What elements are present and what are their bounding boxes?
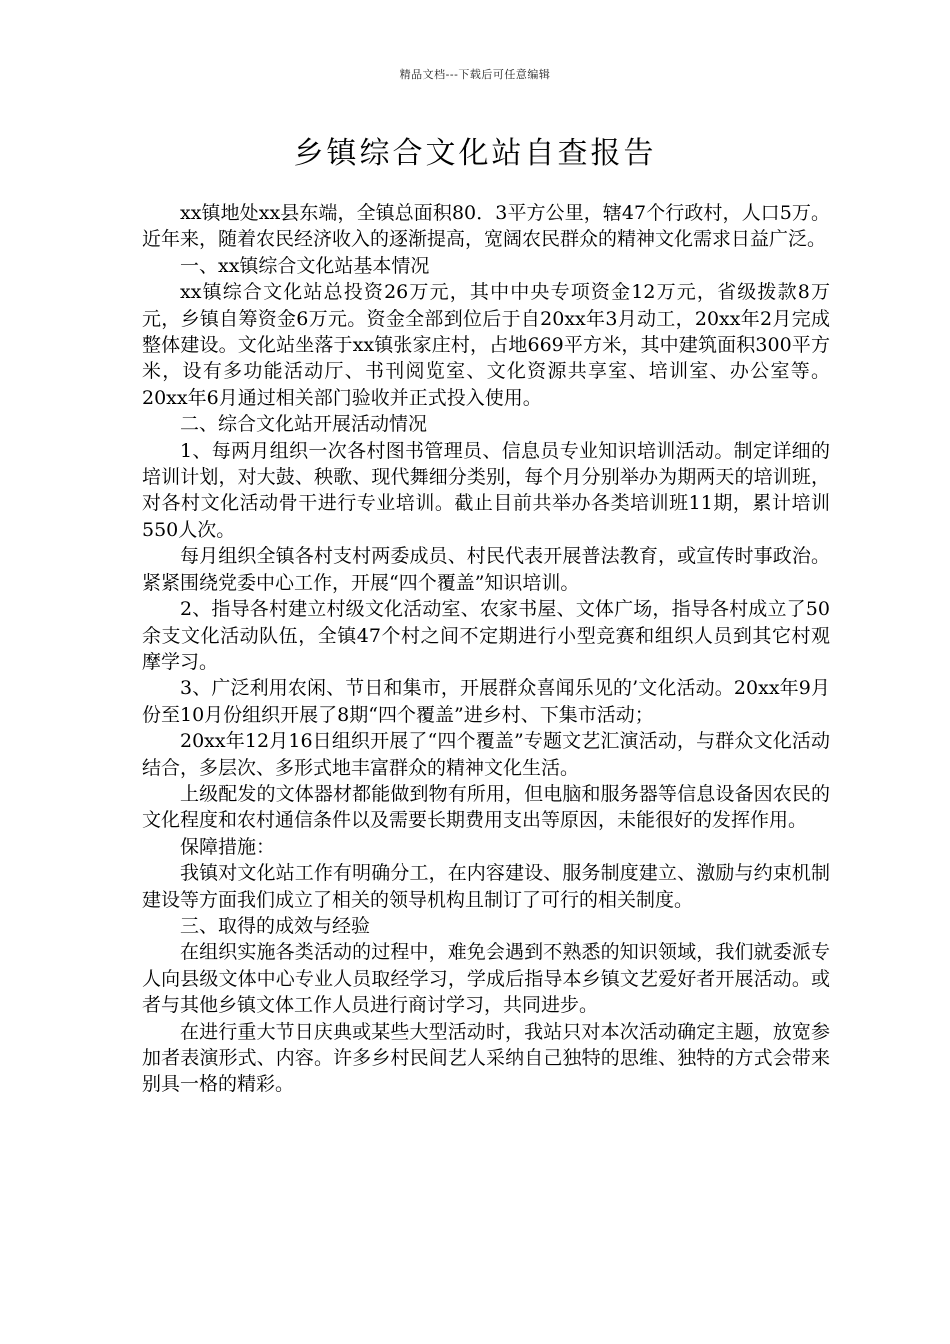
paragraph-intro: xx镇地处xx县东端，全镇总面积80．3平方公里，辖47个行政村，人口5万。近年来，随着农民经济收入的逐渐提高，宽阔农民群众的精神文化需求日益广泛。 <box>142 202 830 251</box>
section-heading-activities: 二、综合文化站开展活动情况 <box>180 413 428 436</box>
paragraph-activity-2: 2、指导各村建立村级文化活动室、农家书屋、文体广场，指导各村成立了50余支文化活动队伍，全镇47个村之间不定期进行小型竞赛和组织人员到其它村观摩学习。 <box>142 598 830 673</box>
paragraph-activity-3: 3、广泛利用农闲、节日和集市，开展群众喜闻乐见的’文化活动。20xx年9月份至10月份组织开展了8期“四个覆盖”进乡村、下集市活动； <box>142 677 830 726</box>
header-note: 精品文档---下载后可任意编辑 <box>399 68 551 81</box>
document-body <box>142 200 830 1098</box>
document-title: 乡镇综合文化站自查报告 <box>293 136 657 171</box>
section-heading-basic-info: 一、xx镇综合文化站基本情况 <box>180 254 430 277</box>
paragraph-basic-info: xx镇综合文化站总投资26万元，其中中央专项资金12万元，省级拨款8万元，乡镇自筹资金6万元。资金全部到位后于自20xx年3月动工，20xx年2月完成整体建设。文化站坐落于xx镇张家庄村，占地669平方米，其中建筑面积300平方米，设有多功能活动厅、书刊阅览室、文化资源共享室、培训室、办公室等。20xx年6月通过相关部门验收并正式投入使用。 <box>142 281 830 409</box>
paragraph-equipment: 上级配发的文体器材都能做到物有所用，但电脑和服务器等信息设备因农民的文化程度和农村通信条件以及需要长期费用支出等原因，未能很好的发挥作用。 <box>142 782 830 832</box>
paragraph-legal-education: 每月组织全镇各村支村两委成员、村民代表开展普法教育，或宣传时事政治。紧紧围绕党委中心工作，开展“四个覆盖”知识培训。 <box>142 545 830 594</box>
subheading-safeguards: 保障措施： <box>180 835 276 858</box>
paragraph-performance: 20xx年12月16日组织开展了“四个覆盖”专题文艺汇演活动，与群众文化活动结合，多层次、多形式地丰富群众的精神文化生活。 <box>142 730 830 779</box>
paragraph-results-2: 在进行重大节日庆典或某些大型活动时，我站只对本次活动确定主题，放宽参加者表演形式、内容。许多乡村民间艺人采纳自己独特的思维、独特的方式会带来别具一格的精彩。 <box>142 1020 830 1096</box>
section-heading-results: 三、取得的成效与经验 <box>180 914 371 937</box>
paragraph-safeguards: 我镇对文化站工作有明确分工，在内容建设、服务制度建立、激励与约束机制建设等方面我们成立了相关的领导机构且制订了可行的相关制度。 <box>142 862 830 911</box>
paragraph-activity-1: 1、每两月组织一次各村图书管理员、信息员专业知识培训活动。制定详细的培训计划，对大鼓、秧歌、现代舞细分类别，每个月分别举办为期两天的培训班，对各村文化活动骨干进行专业培训。截止目前共举办各类培训班11期，累计培训550人次。 <box>142 439 830 541</box>
paragraph-results-1: 在组织实施各类活动的过程中，难免会遇到不熟悉的知识领域，我们就委派专人向县级文体中心专业人员取经学习，学成后指导本乡镇文艺爱好者开展活动。或者与其他乡镇文体工作人员进行商讨学习，共同进步。 <box>142 941 830 1017</box>
